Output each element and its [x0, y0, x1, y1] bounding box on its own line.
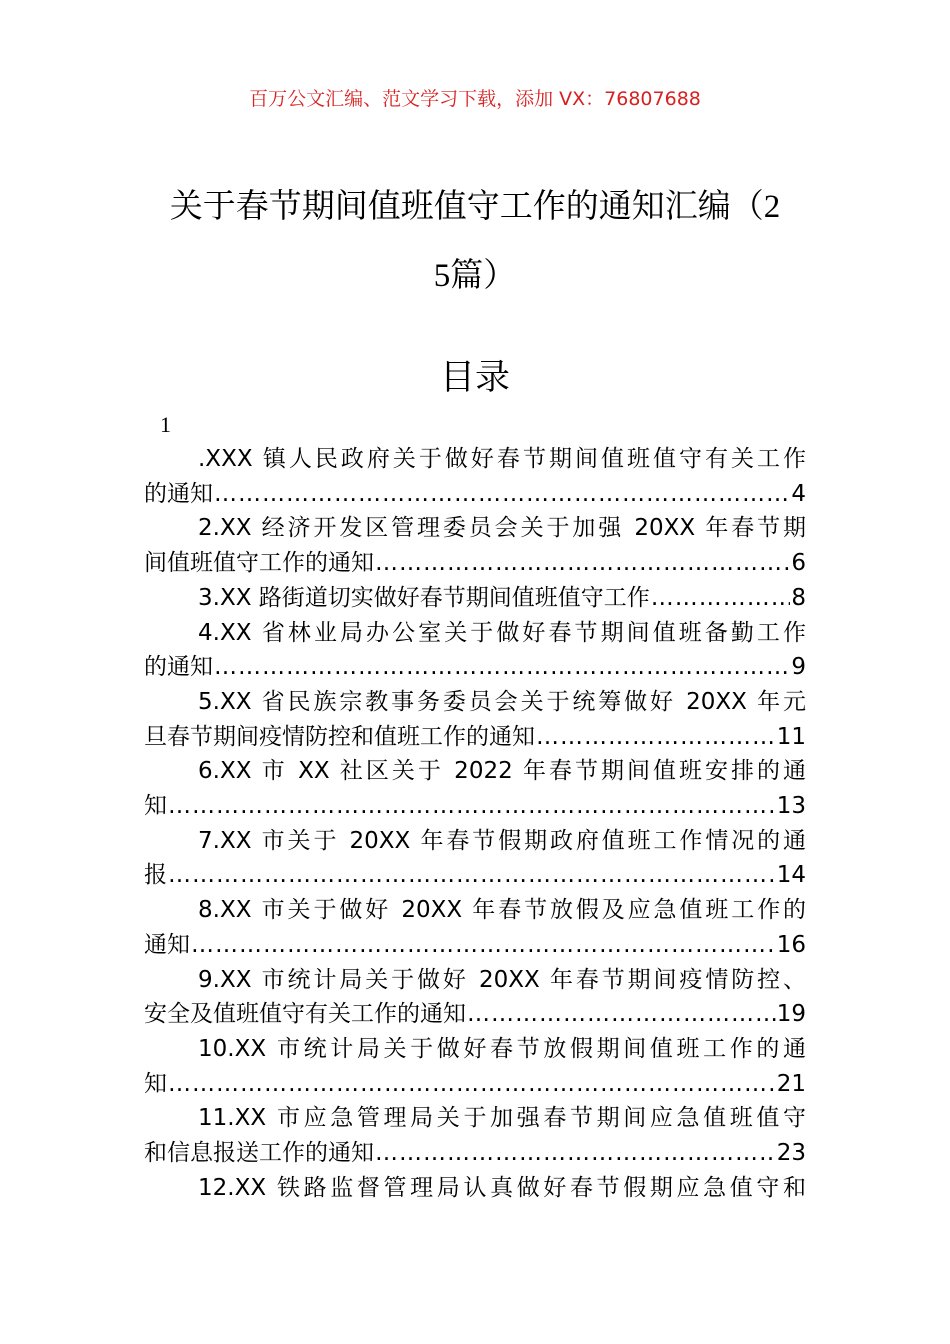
toc-entry-title-continuation: 的通知 — [144, 480, 213, 507]
toc-entry[interactable] — [144, 963, 806, 1032]
toc-entry[interactable] — [144, 1171, 806, 1206]
toc-leader-dots — [168, 1067, 776, 1102]
toc-page-number: 11 — [776, 723, 806, 750]
toc-entry-title-line: 5.XX 省民族宗教事务委员会关于统筹做好 20XX 年元 — [198, 688, 806, 715]
toc-entry-title-continuation: 3.XX 路街道切实做好春节期间值班值守工作 — [198, 584, 650, 611]
toc-entry[interactable] — [144, 1032, 806, 1101]
toc-number-marker: 1 — [160, 412, 171, 437]
toc-entry[interactable] — [144, 824, 806, 893]
toc-entry-title-line: 7.XX 市关于 20XX 年春节假期政府值班工作情况的通 — [198, 827, 806, 854]
toc-leader-dots — [467, 997, 776, 1032]
toc-leader-dots — [168, 789, 776, 824]
toc-entry[interactable] — [144, 685, 806, 754]
toc-entry-title-line: 12.XX 铁路监督管理局认真做好春节假期应急值守和 — [198, 1174, 806, 1201]
toc-entry-title-continuation: 的通知 — [144, 654, 213, 681]
toc-entry[interactable] — [144, 442, 806, 511]
title-count-digit-2: 5 — [433, 258, 451, 294]
toc-entry-title-line: 9.XX 市统计局关于做好 20XX 年春节期间疫情防控、 — [198, 966, 806, 993]
toc-page-number: 13 — [776, 793, 806, 820]
toc-entry[interactable] — [144, 893, 806, 962]
toc-entry-title-continuation: 间值班值守工作的通知 — [144, 550, 374, 577]
toc-entry-title-continuation: 知 — [144, 1070, 167, 1097]
toc-entry-title-continuation: 知 — [144, 793, 167, 820]
toc-page-number: 9 — [791, 654, 806, 681]
toc-entry-title-line: 8.XX 市关于做好 20XX 年春节放假及应急值班工作的 — [198, 897, 806, 924]
toc-entry[interactable] — [144, 1101, 806, 1170]
toc-page-number: 23 — [776, 1140, 806, 1167]
toc-entry-title-continuation: 和信息报送工作的通知 — [144, 1140, 374, 1167]
toc-entry-title-line: 6.XX 市 XX 社区关于 2022 年春节期间值班安排的通 — [198, 758, 806, 785]
toc-page-number: 16 — [776, 931, 806, 958]
toc-entry[interactable] — [144, 616, 806, 685]
toc-leader-dots — [191, 928, 776, 963]
toc-entry-title-line: 2.XX 经济开发区管理委员会关于加强 20XX 年春节期 — [198, 515, 806, 542]
toc-entry-title-continuation: 报 — [144, 862, 167, 889]
toc-page-number: 8 — [791, 584, 806, 611]
title-main: 关于春节期间值班值守工作的通知汇编（ — [169, 186, 764, 225]
toc-leader-dots — [375, 546, 790, 581]
toc-entry-title-continuation: 通知 — [144, 931, 190, 958]
toc-entry[interactable] — [144, 754, 806, 823]
toc-entry-title-line: 10.XX 市统计局关于做好春节放假期间值班工作的通 — [198, 1035, 806, 1062]
toc-heading: 目录 — [439, 358, 510, 398]
toc-entry[interactable] — [144, 581, 806, 616]
toc-page-number: 21 — [776, 1070, 806, 1097]
toc-leader-dots — [214, 477, 790, 512]
toc-entry-title-continuation: 旦春节期间疫情防控和值班工作的通知 — [144, 723, 535, 750]
toc-entry-title-continuation: 安全及值班值守有关工作的通知 — [144, 1001, 466, 1028]
toc-page-number: 6 — [791, 550, 806, 577]
toc-page-number: 4 — [791, 480, 806, 507]
toc-leader-dots — [375, 1136, 776, 1171]
toc-leader-dots — [214, 650, 790, 685]
table-of-contents — [144, 442, 806, 1205]
toc-leader-dots — [651, 581, 791, 616]
toc-leader-dots — [168, 858, 776, 893]
toc-page-number: 14 — [776, 862, 806, 889]
toc-entry-title-line: 11.XX 市应急管理局关于加强春节期间应急值班值守 — [198, 1105, 806, 1132]
document-title — [140, 172, 810, 310]
toc-entry-title-line: 4.XX 省林业局办公室关于做好春节期间值班备勤工作 — [198, 619, 806, 646]
toc-leader-dots — [536, 720, 776, 755]
title-count-digit-1: 2 — [763, 189, 781, 225]
title-suffix: 篇） — [450, 255, 517, 294]
header-watermark-note: 百万公文汇编、范文学习下载，添加 VX：76807688 — [249, 88, 701, 110]
toc-page-number: 19 — [776, 1001, 806, 1028]
toc-entry[interactable] — [144, 511, 806, 580]
toc-entry-title-line: .XXX 镇人民政府关于做好春节期间值班值守有关工作 — [198, 446, 806, 472]
